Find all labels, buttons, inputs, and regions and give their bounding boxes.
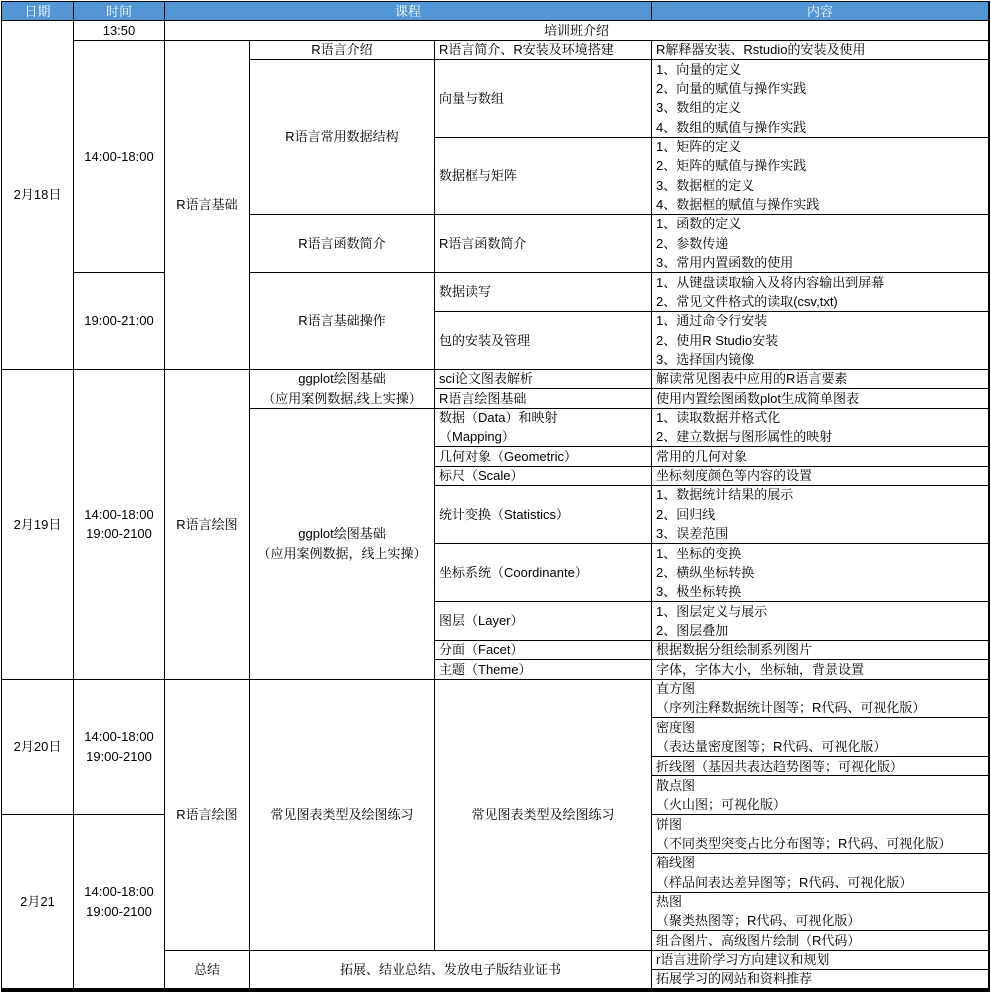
module-line: （应用案例数据，线上实操） bbox=[257, 545, 427, 561]
content-line: （火山图；可视化版） bbox=[656, 797, 787, 813]
topic-cell-theme: 主题（Theme） bbox=[435, 660, 652, 679]
intro-time-cell: 13:50 bbox=[74, 21, 165, 40]
time-cell-feb20 bbox=[74, 680, 165, 816]
header-content: 内容 bbox=[652, 2, 989, 21]
module-cell-basic-ops: R语言基础操作 bbox=[250, 273, 435, 370]
content-line: 1、坐标的变换 bbox=[656, 545, 742, 561]
content-line: 箱线图 bbox=[656, 855, 696, 871]
content-line: 1、从键盘读取输入及将内容输出到屏幕 bbox=[656, 274, 885, 290]
content-line: （样品间表达差异图等；R代码、可视化版） bbox=[656, 874, 913, 890]
topic-cell-data-mapping bbox=[435, 409, 652, 448]
time-cell-feb21 bbox=[74, 815, 165, 989]
content-cell-scale: 坐标刻度颜色等内容的设置 bbox=[652, 467, 989, 486]
content-line: 1、读取数据并格式化 bbox=[656, 410, 781, 426]
content-cell-heatmap bbox=[652, 893, 989, 932]
content-line: 2、矩阵的赋值与操作实践 bbox=[656, 158, 807, 174]
topic-cell-dataframes: 数据框与矩阵 bbox=[435, 138, 652, 215]
content-line: 2、图层叠加 bbox=[656, 623, 729, 638]
topic-cell-coordinate: 坐标系统（Coordinante） bbox=[435, 544, 652, 602]
module-cell-functions: R语言函数简介 bbox=[250, 215, 435, 273]
content-line: （不同类型突变占比分布图等；R代码、可视化版） bbox=[656, 835, 952, 851]
content-line: 直方图 bbox=[656, 681, 696, 697]
content-cell-r-setup: R解释器安装、Rstudio的安装及使用 bbox=[652, 41, 989, 60]
content-line: 2、横纵坐标转换 bbox=[656, 564, 755, 580]
topic-cell-packages: 包的安装及管理 bbox=[435, 312, 652, 370]
content-cell-scatter bbox=[652, 776, 989, 815]
content-cell-data-mapping bbox=[652, 409, 989, 448]
content-line: 2、回归线 bbox=[656, 506, 716, 522]
content-cell-density bbox=[652, 718, 989, 757]
topic-cell-functions: R语言函数简介 bbox=[435, 215, 652, 273]
topic-cell-statistics: 统计变换（Statistics） bbox=[435, 486, 652, 544]
content-cell-theme: 字体，字体大小，坐标轴，背景设置 bbox=[652, 660, 989, 679]
topic-cell-geometric: 几何对象（Geometric） bbox=[435, 447, 652, 466]
module-cell-ggplot-basics-2 bbox=[250, 409, 435, 680]
topic-cell-facet: 分面（Facet） bbox=[435, 641, 652, 660]
content-cell-packages bbox=[652, 312, 989, 370]
content-cell-histogram bbox=[652, 680, 989, 719]
content-cell-layer bbox=[652, 602, 989, 641]
content-cell-sci-charts: 解读常见图表中应用的R语言要素 bbox=[652, 370, 989, 389]
content-cell-pie bbox=[652, 815, 989, 854]
topic-cell-layer: 图层（Layer） bbox=[435, 602, 652, 641]
date-cell-feb20: 2月20日 bbox=[2, 680, 74, 816]
topic-cell-vectors: 向量与数组 bbox=[435, 60, 652, 137]
content-line: 3、选择国内镜像 bbox=[656, 351, 755, 367]
content-line: 2、向量的赋值与操作实践 bbox=[656, 80, 807, 96]
content-line: 1、函数的定义 bbox=[656, 216, 742, 232]
topic-line: 数据（Data）和映射 bbox=[439, 410, 558, 426]
course-cell-r-plotting-1: R语言绘图 bbox=[165, 370, 250, 680]
content-cell-resources: 拓展学习的网站和资料推荐 bbox=[652, 970, 989, 989]
header-date: 日期 bbox=[2, 2, 74, 21]
content-line: 3、常用内置函数的使用 bbox=[656, 255, 794, 271]
topic-cell-chart-practice: 常见图表类型及绘图练习 bbox=[435, 680, 652, 951]
module-cell-data-structures: R语言常用数据结构 bbox=[250, 60, 435, 215]
time-line: 19:00-2100 bbox=[86, 748, 152, 764]
time-cell-feb18-evening: 19:00-21:00 bbox=[74, 273, 165, 370]
content-cell-geometric: 常用的几何对象 bbox=[652, 447, 989, 466]
intro-title-cell: 培训班介绍 bbox=[165, 21, 989, 40]
content-line: 3、数组的定义 bbox=[656, 100, 742, 116]
content-cell-r-advanced: r语言进阶学习方向建议和规划 bbox=[652, 951, 989, 970]
time-line: 14:00-18:00 bbox=[84, 884, 154, 900]
topic-cell-scale: 标尺（Scale） bbox=[435, 467, 652, 486]
content-cell-combo: 组合图片、高级图片绘制（R代码） bbox=[652, 931, 989, 950]
content-cell-line-chart: 折线图（基因共表达趋势图等；可视化版） bbox=[652, 757, 989, 776]
content-line: 热图 bbox=[656, 894, 683, 910]
content-line: 3、极坐标转换 bbox=[656, 584, 742, 600]
content-cell-r-plot-basics: 使用内置绘图函数plot生成简单图表 bbox=[652, 389, 989, 408]
time-line: 19:00-2100 bbox=[86, 526, 152, 542]
time-line: 14:00-18:00 bbox=[84, 506, 154, 522]
content-cell-facet: 根据数据分组绘制系列图片 bbox=[652, 641, 989, 660]
content-line: 饼图 bbox=[656, 816, 683, 832]
content-line: 3、数据框的定义 bbox=[656, 177, 755, 193]
content-line: 2、参数传递 bbox=[656, 235, 729, 251]
content-line: （序列注释数据统计图等；R代码、可视化版） bbox=[656, 700, 926, 716]
course-cell-summary: 总结 bbox=[165, 951, 250, 990]
module-line: （应用案例数据,线上实操） bbox=[262, 390, 422, 406]
content-line: 4、数组的赋值与操作实践 bbox=[656, 119, 807, 135]
content-cell-data-io bbox=[652, 273, 989, 312]
topic-cell-sci-charts: sci论文图表解析 bbox=[435, 370, 652, 389]
content-cell-coordinate bbox=[652, 544, 989, 602]
date-cell-feb21: 2月21 bbox=[2, 815, 74, 989]
content-cell-vectors bbox=[652, 60, 989, 137]
date-cell-feb19: 2月19日 bbox=[2, 370, 74, 680]
topic-line: （Mapping） bbox=[439, 429, 515, 445]
content-line: （表达量密度图等；R代码、可视化版） bbox=[656, 739, 887, 755]
content-cell-statistics bbox=[652, 486, 989, 544]
content-line: （聚类热图等；R代码、可视化版） bbox=[656, 913, 861, 929]
header-course: 课程 bbox=[165, 2, 652, 21]
content-line: 4、数据框的赋值与操作实践 bbox=[656, 197, 820, 213]
content-line: 2、建立数据与图形属性的映射 bbox=[656, 429, 833, 445]
course-schedule-table bbox=[1, 1, 990, 992]
module-cell-r-intro: R语言介绍 bbox=[250, 41, 435, 60]
content-line: 1、数据统计结果的展示 bbox=[656, 487, 794, 503]
content-line: 密度图 bbox=[656, 719, 696, 735]
course-cell-r-plotting-2: R语言绘图 bbox=[165, 680, 250, 951]
time-line: 14:00-18:00 bbox=[84, 729, 154, 745]
module-line: ggplot绘图基础 bbox=[298, 371, 386, 387]
module-cell-chart-practice: 常见图表类型及绘图练习 bbox=[250, 680, 435, 951]
module-cell-ggplot-basics-1 bbox=[250, 370, 435, 409]
topic-cell-data-io: 数据读写 bbox=[435, 273, 652, 312]
content-line: 1、向量的定义 bbox=[656, 61, 742, 77]
date-cell-feb18: 2月18日 bbox=[2, 21, 74, 369]
content-line: 2、使用R Studio安装 bbox=[656, 332, 779, 348]
content-line: 2、常见文件格式的读取(csv,txt) bbox=[656, 293, 838, 309]
header-time: 时间 bbox=[74, 2, 165, 21]
time-cell-feb19 bbox=[74, 370, 165, 680]
content-line: 3、误差范围 bbox=[656, 526, 729, 542]
content-line: 1、通过命令行安装 bbox=[656, 313, 768, 329]
content-line: 1、矩阵的定义 bbox=[656, 139, 742, 155]
content-cell-matrices bbox=[652, 138, 989, 215]
time-cell-feb18-afternoon: 14:00-18:00 bbox=[74, 41, 165, 273]
module-cell-wrapup: 拓展、结业总结、发放电子版结业证书 bbox=[250, 951, 652, 990]
topic-cell-r-intro: R语言简介、R安装及环境搭建 bbox=[435, 41, 652, 60]
time-line: 19:00-2100 bbox=[86, 903, 152, 919]
course-cell-r-basics: R语言基础 bbox=[165, 41, 250, 370]
content-line: 1、图层定义与展示 bbox=[656, 603, 768, 619]
content-line: 散点图 bbox=[656, 777, 696, 793]
content-cell-boxplot bbox=[652, 854, 989, 893]
content-cell-functions bbox=[652, 215, 989, 273]
topic-cell-r-plot-basics: R语言绘图基础 bbox=[435, 389, 652, 408]
module-line: ggplot绘图基础 bbox=[298, 526, 386, 542]
